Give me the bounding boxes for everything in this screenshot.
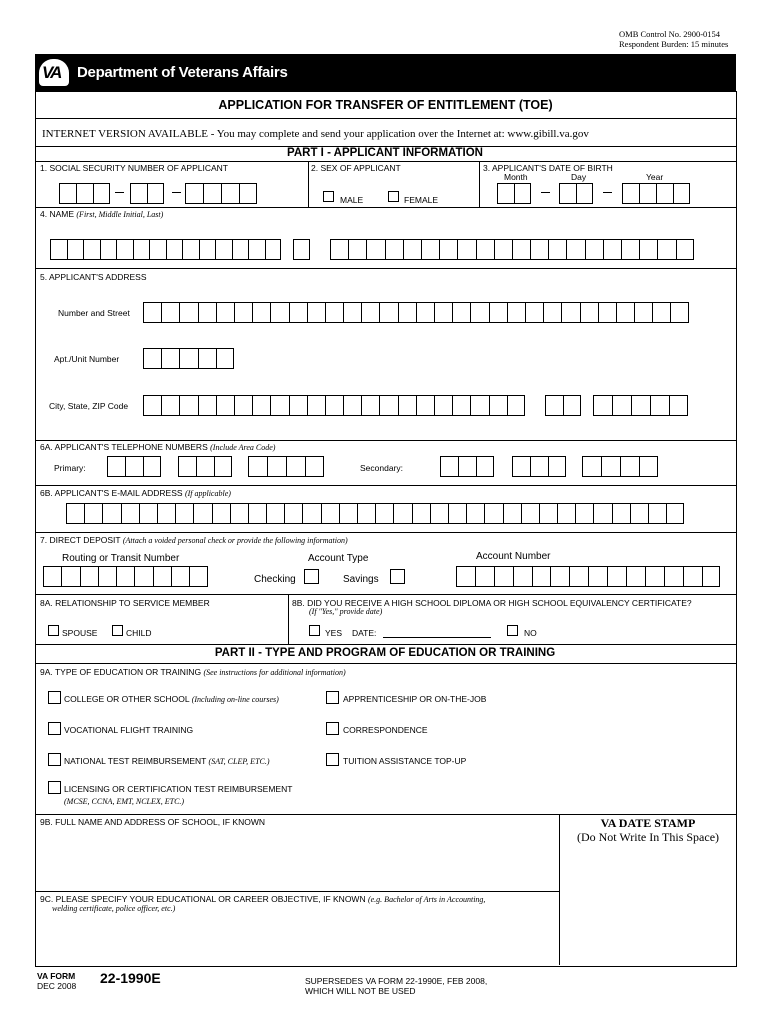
correspondence-checkbox[interactable] [326,722,339,735]
deposit-hint: (Attach a voided personal check or provide the following information) [122,536,348,545]
email-hint: (If applicable) [184,489,231,498]
street-label: Number and Street [58,308,130,318]
education-type-text: 9A. TYPE OF EDUCATION OR TRAINING [40,667,202,677]
apt-label: Apt./Unit Number [54,354,120,364]
form-title: APPLICATION FOR TRANSFER OF ENTITLEMENT (TOE) [218,98,553,112]
savings-label: Savings [343,574,379,585]
secondary-label: Secondary: [360,463,403,473]
education-type-label [40,667,346,677]
relationship-label: 8A. RELATIONSHIP TO SERVICE MEMBER [40,598,210,608]
national-test-label [64,756,270,766]
deposit-label [40,535,348,545]
deposit-label-text: 7. DIRECT DEPOSIT [40,535,121,545]
dob-year-label: Year [646,172,664,182]
hs-yes-checkbox[interactable] [309,625,320,636]
checking-checkbox[interactable] [304,569,319,584]
ssn-part1-boxes[interactable] [59,183,110,204]
secondary-prefix-boxes[interactable] [512,456,566,477]
dob-month-label: Month [504,172,528,182]
apprenticeship-checkbox[interactable] [326,691,339,704]
ssn-part3-boxes[interactable] [185,183,257,204]
secondary-line-boxes[interactable] [582,456,658,477]
ssn-label: 1. SOCIAL SECURITY NUMBER OF APPLICANT [40,163,228,173]
tuition-checkbox[interactable] [326,753,339,766]
routing-label: Routing or Transit Number [62,553,180,564]
account-type-label: Account Type [308,553,369,564]
education-type-hint: (See instructions for additional information) [203,668,346,677]
va-date-stamp-title: VA DATE STAMP [600,816,696,830]
child-label: CHILD [126,628,152,638]
objective-input[interactable] [36,916,558,964]
objective-text: 9C. PLEASE SPECIFY YOUR EDUCATIONAL OR CAREER OBJECTIVE, IF KNOWN [40,894,366,904]
objective-label [40,894,485,904]
college-text: COLLEGE OR OTHER SCHOOL [64,694,190,704]
school-input[interactable] [36,830,558,890]
last-name-boxes[interactable] [330,239,694,260]
name-label-text: 4. NAME [40,209,75,219]
hs-no-checkbox[interactable] [507,625,518,636]
primary-label: Primary: [54,463,86,473]
part2-heading: PART II - TYPE AND PROGRAM OF EDUCATION OR TRAINING [214,647,556,659]
hs-no-label: NO [524,628,537,638]
state-boxes[interactable] [545,395,581,416]
apprenticeship-label: APPRENTICESHIP OR ON-THE-JOB [343,694,487,704]
omb-control: OMB Control No. 2900-0154 [619,29,721,39]
sex-female-label: FEMALE [404,195,439,205]
city-label: City, State, ZIP Code [49,401,129,411]
phone-label-text: 6A. APPLICANT'S TELEPHONE NUMBERS [40,442,208,452]
flight-checkbox[interactable] [48,722,61,735]
national-test-hint: (SAT, CLEP, ETC.) [208,757,270,766]
dob-label: 3. APPLICANT'S DATE OF BIRTH [483,163,613,173]
part1-heading: PART I - APPLICANT INFORMATION [287,147,483,159]
tuition-label: TUITION ASSISTANCE TOP-UP [343,756,467,766]
flight-label: VOCATIONAL FLIGHT TRAINING [64,725,194,735]
apt-boxes[interactable] [143,348,234,369]
primary-area-boxes[interactable] [107,456,161,477]
dob-month-boxes[interactable] [497,183,531,204]
phone-label [40,442,275,452]
account-number-boxes[interactable] [456,566,720,587]
middle-initial-box[interactable] [293,239,310,260]
national-test-checkbox[interactable] [48,753,61,766]
form-number: 22-1990E [100,970,161,986]
address-label: 5. APPLICANT'S ADDRESS [40,272,147,282]
dob-year-boxes[interactable] [622,183,690,204]
college-checkbox[interactable] [48,691,61,704]
routing-boxes[interactable] [43,566,208,587]
zip-boxes[interactable] [593,395,688,416]
hs-hint: (If "Yes," provide date) [309,607,383,616]
email-label [40,488,231,498]
respondent-burden: Respondent Burden: 15 minutes [619,39,729,49]
spouse-checkbox[interactable] [48,625,59,636]
objective-hint2: welding certificate, police officer, etc.) [52,904,176,913]
omb-block [619,29,728,49]
supersedes-line2: WHICH WILL NOT BE USED [305,986,416,996]
email-label-text: 6B. APPLICANT'S E-MAIL ADDRESS [40,488,183,498]
va-logo-text: VA [42,63,61,82]
licensing-checkbox[interactable] [48,781,61,794]
agency-name: Department of Veterans Affairs [77,64,288,81]
sex-male-checkbox[interactable] [323,191,334,202]
objective-hint1: (e.g. Bachelor of Arts in Accounting, [367,895,486,904]
hs-date-input[interactable] [383,637,491,638]
dob-day-label: Day [571,172,587,182]
dob-day-boxes[interactable] [559,183,593,204]
licensing-hint: (MCSE, CCNA, EMT, NCLEX, ETC.) [64,797,185,806]
footer-date: DEC 2008 [37,981,77,991]
ssn-part2-boxes[interactable] [130,183,164,204]
school-label: 9B. FULL NAME AND ADDRESS OF SCHOOL, IF KNOWN [40,817,265,827]
hs-label: 8B. DID YOU RECEIVE A HIGH SCHOOL DIPLOMA OR HIGH SCHOOL EQUIVALENCY CERTIFICATE? [292,598,692,608]
hs-yes-label: YES [325,628,343,638]
first-name-boxes[interactable] [50,239,281,260]
child-checkbox[interactable] [112,625,123,636]
email-boxes[interactable] [66,503,684,524]
supersedes-line1: SUPERSEDES VA FORM 22-1990E, FEB 2008, [305,976,488,986]
city-boxes[interactable] [143,395,525,416]
va-logo [39,59,69,86]
name-label [40,209,163,219]
secondary-area-boxes[interactable] [440,456,494,477]
va-date-stamp-sub: (Do Not Write In This Space) [576,830,720,844]
account-number-label: Account Number [476,551,551,562]
sex-female-checkbox[interactable] [388,191,399,202]
licensing-label: LICENSING OR CERTIFICATION TEST REIMBURSEMENT [64,784,293,794]
college-label [64,694,279,704]
primary-prefix-boxes[interactable] [178,456,232,477]
primary-line-boxes[interactable] [248,456,324,477]
college-hint: (Including on-line courses) [191,695,279,704]
national-test-text: NATIONAL TEST REIMBURSEMENT [64,756,207,766]
checking-label: Checking [254,574,296,585]
spouse-label: SPOUSE [62,628,98,638]
phone-hint: (Include Area Code) [210,443,276,452]
street-boxes[interactable] [143,302,689,323]
agency-header [35,54,736,91]
savings-checkbox[interactable] [390,569,405,584]
correspondence-label: CORRESPONDENCE [343,725,428,735]
name-hint: (First, Middle Initial, Last) [76,210,164,219]
footer-form-label: VA FORM [37,971,76,981]
internet-note: INTERNET VERSION AVAILABLE - You may complete and send your application over the Internet at: www.gibill.va.gov [42,128,589,140]
sex-male-label: MALE [340,195,364,205]
sex-label: 2. SEX OF APPLICANT [311,163,401,173]
hs-date-label: DATE: [352,628,377,638]
